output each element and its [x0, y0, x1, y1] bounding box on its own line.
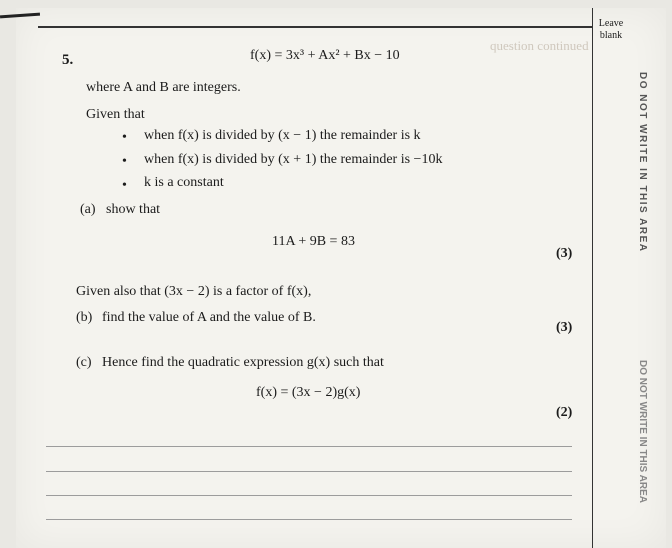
part-a-text: show that: [106, 202, 161, 217]
do-not-write-note: DO NOT WRITE IN THIS AREA: [637, 72, 648, 253]
part-b-marks: (3): [556, 320, 573, 335]
answer-line: [46, 471, 572, 472]
part-c-equation: f(x) = (3x − 2)g(x): [256, 385, 361, 400]
part-c-marks: (2): [556, 405, 573, 420]
bullet-item: when f(x) is divided by (x + 1) the remainder is −10k: [144, 152, 443, 167]
top-rule: [38, 26, 592, 28]
leave-blank-label: Leave blank: [598, 18, 624, 41]
function-equation: f(x) = 3x³ + Ax² + Bx − 10: [250, 48, 400, 63]
bullet-point: •: [122, 130, 127, 145]
bullet-point: •: [122, 178, 127, 193]
part-c-label: (c): [76, 355, 92, 370]
question-number: 5.: [62, 52, 74, 68]
answer-line: [46, 446, 572, 447]
part-a-equation: 11A + 9B = 83: [272, 234, 355, 249]
bullet-item: k is a constant: [144, 175, 224, 190]
given-intro: Given that: [86, 107, 145, 122]
answer-line: [46, 519, 572, 520]
part-b-label: (b): [76, 310, 93, 325]
part-a-label: (a): [80, 202, 96, 217]
answer-line: [46, 495, 572, 496]
do-not-write-note-faded: DO NOT WRITE IN THIS AREA: [637, 360, 648, 503]
condition-text: where A and B are integers.: [86, 80, 241, 95]
given-also-text: Given also that (3x − 2) is a factor of f(x),: [76, 284, 312, 299]
part-c-text: Hence find the quadratic expression g(x) such that: [102, 355, 384, 370]
leave-blank-column: [592, 8, 625, 548]
bullet-item: when f(x) is divided by (x − 1) the remainder is k: [144, 128, 421, 143]
bullet-point: •: [122, 154, 127, 169]
part-a-marks: (3): [556, 246, 573, 261]
part-b-text: find the value of A and the value of B.: [102, 310, 316, 325]
show-through-text: question continued: [490, 38, 589, 53]
